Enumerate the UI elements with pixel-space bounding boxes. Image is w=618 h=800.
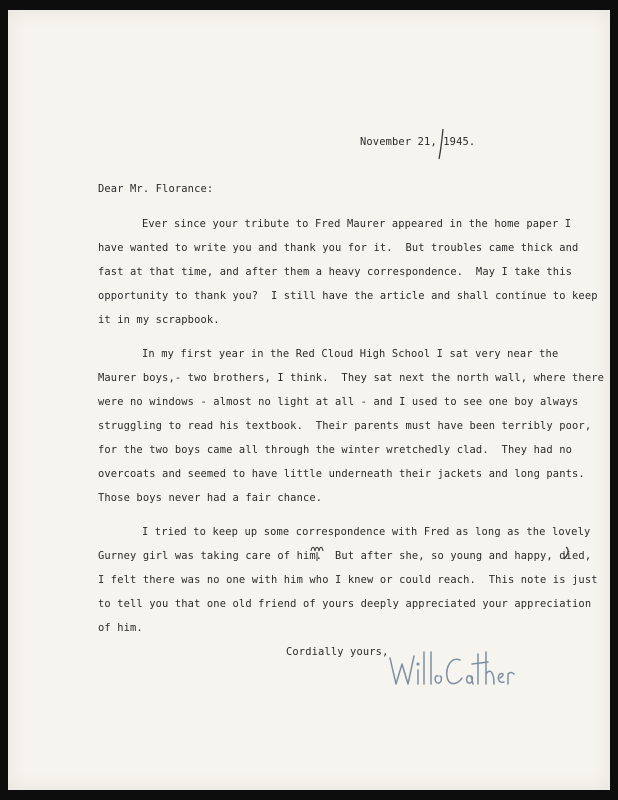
body-line: Ever since your tribute to Fred Maurer appeared in the home paper I [142,218,572,230]
body-line: Those boys never had a fair chance. [98,492,323,504]
body-line: it in my scrapbook. [98,314,220,326]
body-line: were no windows - almost no light at all - and I used to see one boy always [98,396,579,408]
signature [386,646,516,692]
body-line: for the two boys came all through the winter wretchedly clad. They had no [98,444,573,456]
body-line: overcoats and seemed to have little underneath their jackets and long pants. [98,468,585,480]
salutation: Dear Mr. Florance: [98,183,214,195]
body-line: I tried to keep up some correspondence with Fred as long as the lovely [142,526,591,538]
handwritten-correction-mark [309,543,327,563]
handwritten-correction-mark [434,127,448,161]
body-line: fast at that time, and after them a heavy correspondence. May I take this [98,266,573,278]
letter-page [8,10,610,790]
body-line: have wanted to write you and thank you for it. But troubles came thick and [98,242,579,254]
body-line: In my first year in the Red Cloud High School I sat very near the [142,348,559,360]
body-line: of him. [98,622,143,634]
body-line: struggling to read his textbook. Their parents must have been terribly poor, [98,420,592,432]
letter-date: November 21, 1945. [360,136,476,148]
body-line: Gurney girl was taking care of him. But after she, so young and happy, died, [98,550,592,562]
body-line: to tell you that one old friend of yours deeply appreciated your appreciation [98,598,592,610]
body-line: I felt there was no one with him who I knew or could reach. This note is just [98,574,598,586]
body-line: opportunity to thank you? I still have the article and shall continue to keep [98,290,598,302]
handwritten-correction-mark [560,543,574,561]
closing: Cordially yours, [286,646,389,658]
body-line: Maurer boys,- two brothers, I think. They sat next the north wall, where there [98,372,605,384]
